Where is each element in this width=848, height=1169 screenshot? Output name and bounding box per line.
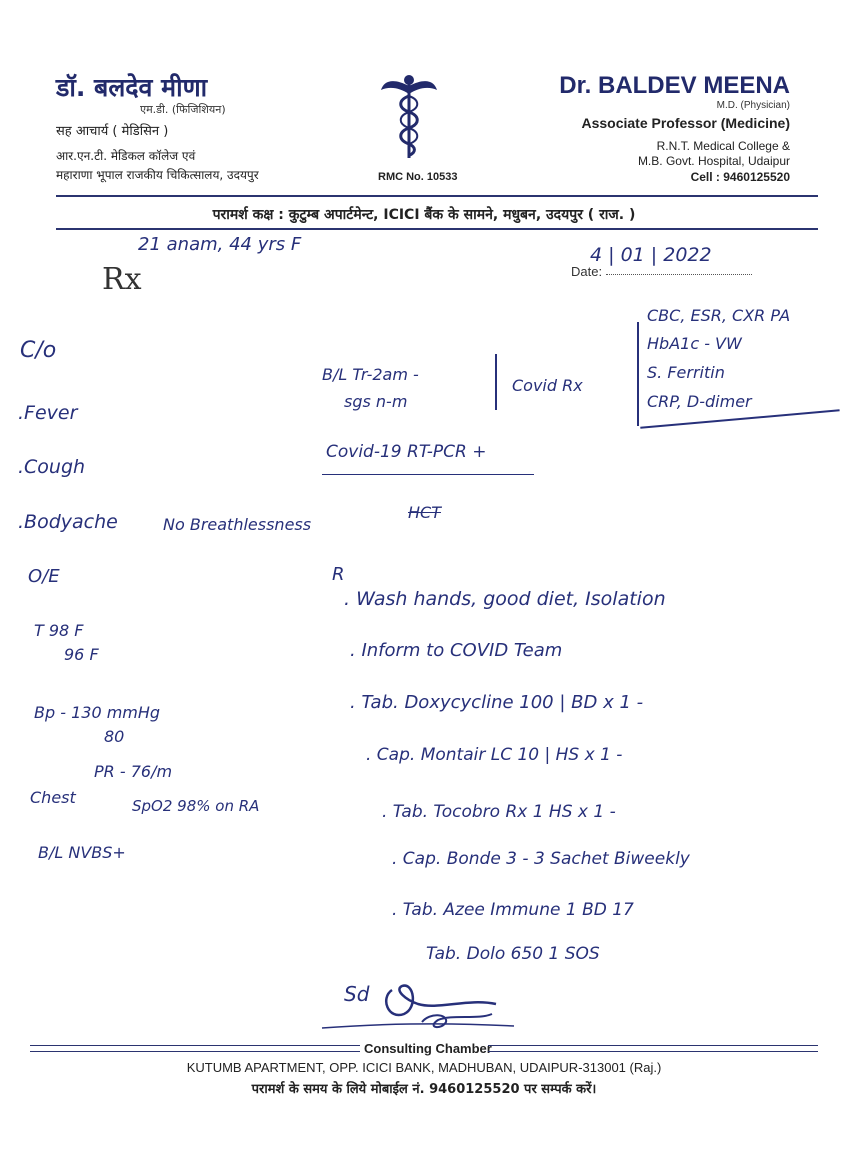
header-bottom-rule	[56, 228, 818, 230]
caduceus-icon	[380, 72, 438, 160]
investigations-bracket	[637, 322, 640, 426]
date-value: 4 | 01 | 2022	[590, 244, 712, 266]
doctor-name-hindi: डॉ. बलदेव मीणा	[56, 73, 208, 102]
consultation-room-address: परामर्श कक्ष : कुटुम्ब अपार्टमेन्ट, ICICI बैंक के सामने, मधुबन, उदयपुर ( राज. )	[212, 207, 636, 223]
footer-address: KUTUMB APARTMENT, OPP. ICICI BANK, MADHUBAN, UDAIPUR-313001 (Raj.)	[186, 1060, 662, 1075]
college-hindi-line2: महाराणा भूपाल राजकीय चिकित्सालय, उदयपुर	[56, 168, 259, 182]
covid-rx-note: Covid Rx	[512, 376, 583, 395]
treatment-line: . Cap. Bonde 3 - 3 Sachet Biweekly	[392, 849, 690, 869]
investigation-line: HbA1c - VW	[647, 334, 742, 353]
exam-line: 80	[104, 727, 125, 746]
footer-contact: परामर्श के समय के लिये मोबाईल नं. 9460125520 पर सम्पर्क करें।	[251, 1082, 597, 1097]
treatment-line: . Tab. Doxycycline 100 | BD x 1 -	[350, 692, 644, 713]
doctor-signature	[318, 970, 518, 1036]
complaints-heading: C/o	[20, 338, 57, 363]
covid-status: Covid-19 RT-PCR +	[326, 442, 487, 462]
exam-heading: O/E	[28, 566, 60, 587]
exam-line: Bp - 130 mmHg	[34, 703, 161, 722]
treatment-line: . Tab. Azee Immune 1 BD 17	[392, 900, 634, 920]
doctor-name-english: Dr. BALDEV MEENA	[559, 72, 790, 99]
exam-line: 96 F	[64, 645, 99, 664]
investigation-line: S. Ferritin	[647, 363, 725, 382]
treatment-line: . Inform to COVID Team	[350, 640, 563, 661]
treatment-line: . Wash hands, good diet, Isolation	[344, 588, 666, 610]
footer-rule-left	[30, 1045, 360, 1052]
exam-line: Chest	[30, 788, 76, 807]
advice-line: B/L Tr-2am -	[322, 365, 419, 384]
treatment-line: Tab. Dolo 650 1 SOS	[426, 944, 600, 964]
complaint-item: .Cough	[18, 456, 86, 478]
cell-number: Cell : 9460125520	[690, 170, 790, 184]
investigation-line: CBC, ESR, CXR PA	[647, 306, 791, 325]
signature-initials: Sd	[344, 982, 370, 1006]
college-hindi-line1: आर.एन.टी. मेडिकल कॉलेज एवं	[56, 149, 196, 163]
rmc-number: RMC No. 10533	[378, 171, 458, 183]
exam-line: PR - 76/m	[94, 762, 173, 781]
college-english-line2: M.B. Govt. Hospital, Udaipur	[637, 154, 790, 168]
covid-status-underline	[322, 474, 534, 476]
treatment-line: . Tab. Tocobro Rx 1 HS x 1 -	[382, 802, 616, 822]
date-line	[606, 274, 752, 275]
complaint-item: .Fever	[18, 402, 78, 424]
struck-note: HCT	[408, 503, 441, 522]
exam-line: SpO2 98% on RA	[132, 797, 260, 815]
consulting-chamber-label: Consulting Chamber	[364, 1041, 492, 1056]
advice-line: sgs n-m	[344, 392, 408, 411]
treatment-line: . Cap. Montair LC 10 | HS x 1 -	[366, 745, 623, 765]
advice-bracket	[495, 354, 498, 410]
college-english-line1: R.N.T. Medical College &	[656, 139, 790, 153]
exam-line: T 98 F	[34, 621, 84, 640]
degree-english: M.D. (Physician)	[716, 100, 790, 111]
patient-name-age: 21 anam, 44 yrs F	[138, 234, 302, 255]
position-english: Associate Professor (Medicine)	[581, 115, 790, 131]
investigation-line: CRP, D-dimer	[647, 392, 752, 411]
header-top-rule	[56, 195, 818, 197]
treatment-symbol: R	[332, 564, 345, 585]
complaint-item: .Bodyache	[18, 511, 118, 533]
rx-symbol: Rx	[102, 262, 142, 297]
investigations-underline	[640, 409, 840, 429]
footer-rule-right	[488, 1045, 818, 1052]
date-label: Date:	[571, 264, 603, 279]
complaint-note: No Breathlessness	[163, 515, 312, 534]
degree-hindi: एम.डी. (फिजिशियन)	[140, 103, 226, 116]
position-hindi: सह आचार्य ( मेडिसिन )	[56, 124, 169, 139]
exam-line: B/L NVBS+	[38, 843, 126, 862]
